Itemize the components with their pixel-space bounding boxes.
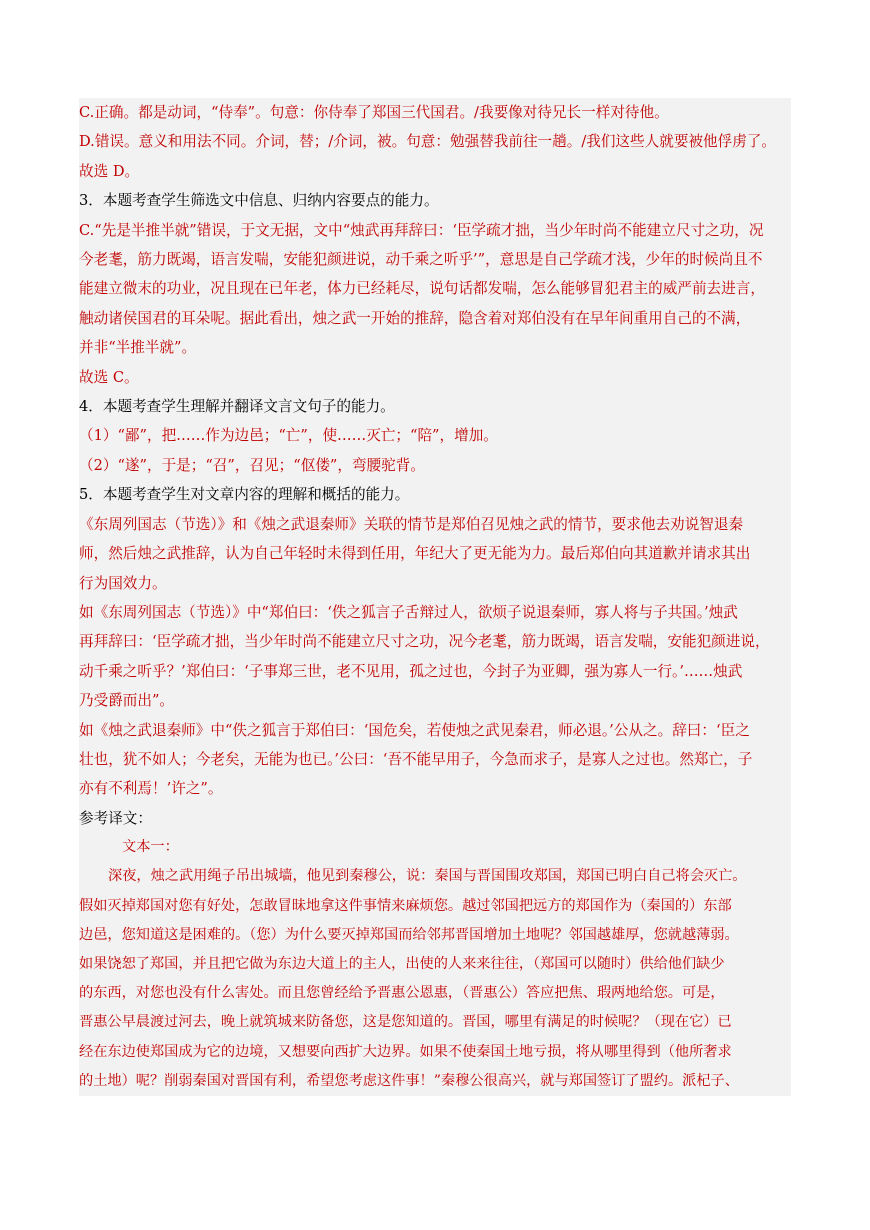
q4-answer-2: （2）“遂”，于是；“召”，召见；“伛偻”，弯腰驼背。 xyxy=(79,456,425,474)
translation-line: 的土地）呢？削弱秦国对晋国有利，希望您考虑这件事！”秦穆公很高兴，就与郑国签订了盟约。派杞子、 xyxy=(79,1072,739,1089)
translation-line: 的东西，对您也没有什么害处。而且您曾经给予晋惠公恩惠，（晋惠公）答应把焦、瑕两地给您。可是， xyxy=(79,985,725,1002)
q5-line: 如《东周列国志（节选）》中“郑伯曰：‘佚之狐言子舌辩过人，欲烦子说退秦师，寡人将与子共国。’烛武 xyxy=(79,603,738,621)
translation-line: 晋惠公早晨渡过河去，晚上就筑城来防备您，这是您知道的。晋国，哪里有满足的时候呢？（现在它）已 xyxy=(79,1014,732,1031)
q5-line: 亦有不利焉！’许之”。 xyxy=(79,780,223,798)
option-c-analysis: C.正确。都是动词，“侍奉”。句意：你侍奉了郑国三代国君。/我要像对待兄长一样对待他。 xyxy=(79,104,669,121)
text-one-title: 文本一： xyxy=(122,839,179,856)
translation-line: 假如灭掉郑国对您有好处，怎敢冒昧地拿这件事情来麻烦您。越过邻国把远方的郑国作为（秦国的）东部 xyxy=(79,897,732,914)
answer-d: 故选 D。 xyxy=(79,162,140,180)
answer-block xyxy=(79,98,791,833)
translation-line: 深夜，烛之武用绳子吊出城墙，他见到秦穆公，说：秦国与晋国围攻郑国，郑国已明白自己将会灭亡。 xyxy=(108,868,747,885)
q5-line: 师，然后烛之武推辞，认为自己年轻时未得到任用，年纪大了更无能为力。最后郑伯向其道歉并请求其出 xyxy=(79,545,751,563)
q3-line: 并非“半推半就”。 xyxy=(79,339,197,357)
q3-line: C.“先是半推半就”错误，于文无据，文中“烛武再拜辞曰：‘臣学疏才拙，当少年时尚不能建立尺寸之功，况 xyxy=(79,221,764,239)
option-d-analysis: D.错误。意义和用法不同。介词，替；/介词，被。句意：勉强替我前往一趟。/我们这些人就要被他俘虏了。 xyxy=(79,133,776,151)
q3-line: 今老耄，筋力既竭，语言发喘，安能犯颜进说，动千乘之听乎’”，意思是自己学疏才浅，少年的时候尚且不 xyxy=(79,251,763,269)
translation-block xyxy=(79,833,791,1096)
translation-line: 经在东边使郑国成为它的边境，又想要向西扩大边界。如果不使秦国土地亏损，将从哪里得到（他所奢求 xyxy=(79,1043,732,1060)
q5-line: 如《烛之武退秦师》中“佚之狐言于郑伯曰：‘国危矣，若使烛之武见秦君，师必退。’公从之。辞曰：‘臣之 xyxy=(79,721,750,739)
translation-line: 边邑，您知道这是困难的。（您）为什么要灭掉郑国而给邻邦晋国增加土地呢？邻国越雄厚，您就越薄弱。 xyxy=(79,926,739,943)
q3-line: 能建立微末的功业，况且现在已年老，体力已经耗尽，说句话都发喘，怎么能够冒犯君主的威严前去进言， xyxy=(79,280,765,298)
translation-line: 如果饶恕了郑国，并且把它做为东边大道上的主人，出使的人来来往往，（郑国可以随时）供给他们缺少 xyxy=(79,955,725,972)
q5-line: 动千乘之听乎？’郑伯曰：‘子事郑三世，老不见用，孤之过也，今封子为亚卿，强为寡人一行。’……烛武 xyxy=(79,662,743,680)
reference-translation-title: 参考译文： xyxy=(79,809,152,827)
question-5-title: 5．本题考查学生对文章内容的理解和概括的能力。 xyxy=(79,486,410,504)
q5-line: 再拜辞曰：‘臣学疏才拙，当少年时尚不能建立尺寸之功，况今老耄，筋力既竭，语言发喘，安能犯颜进说， xyxy=(79,633,770,651)
question-4-title: 4．本题考查学生理解并翻译文言文句子的能力。 xyxy=(79,398,395,416)
q3-line: 触动诸侯国君的耳朵呢。据此看出，烛之武一开始的推辞，隐含着对郑伯没有在早年间重用自己的不满， xyxy=(79,309,751,327)
document-body xyxy=(79,98,791,1096)
question-3-title: 3．本题考查学生筛选文中信息、归纳内容要点的能力。 xyxy=(79,192,439,210)
q5-line: 壮也，犹不如人；今老矣，无能为也已。’公曰：‘吾不能早用子，今急而求子，是寡人之过也。然郑亡，子 xyxy=(79,750,753,768)
answer-c: 故选 C。 xyxy=(79,368,139,386)
q4-answer-1: （1）“鄙”，把……作为边邑；“亡”，使……灭亡；“陪”，增加。 xyxy=(79,427,498,445)
q5-line: 行为国效力。 xyxy=(79,574,167,592)
q5-line: 乃受爵而出”。 xyxy=(79,692,175,710)
q5-line: 《东周列国志（节选）》和《烛之武退秦师》关联的情节是郑伯召见烛之武的情节，要求他去劝说智退秦 xyxy=(79,515,744,533)
